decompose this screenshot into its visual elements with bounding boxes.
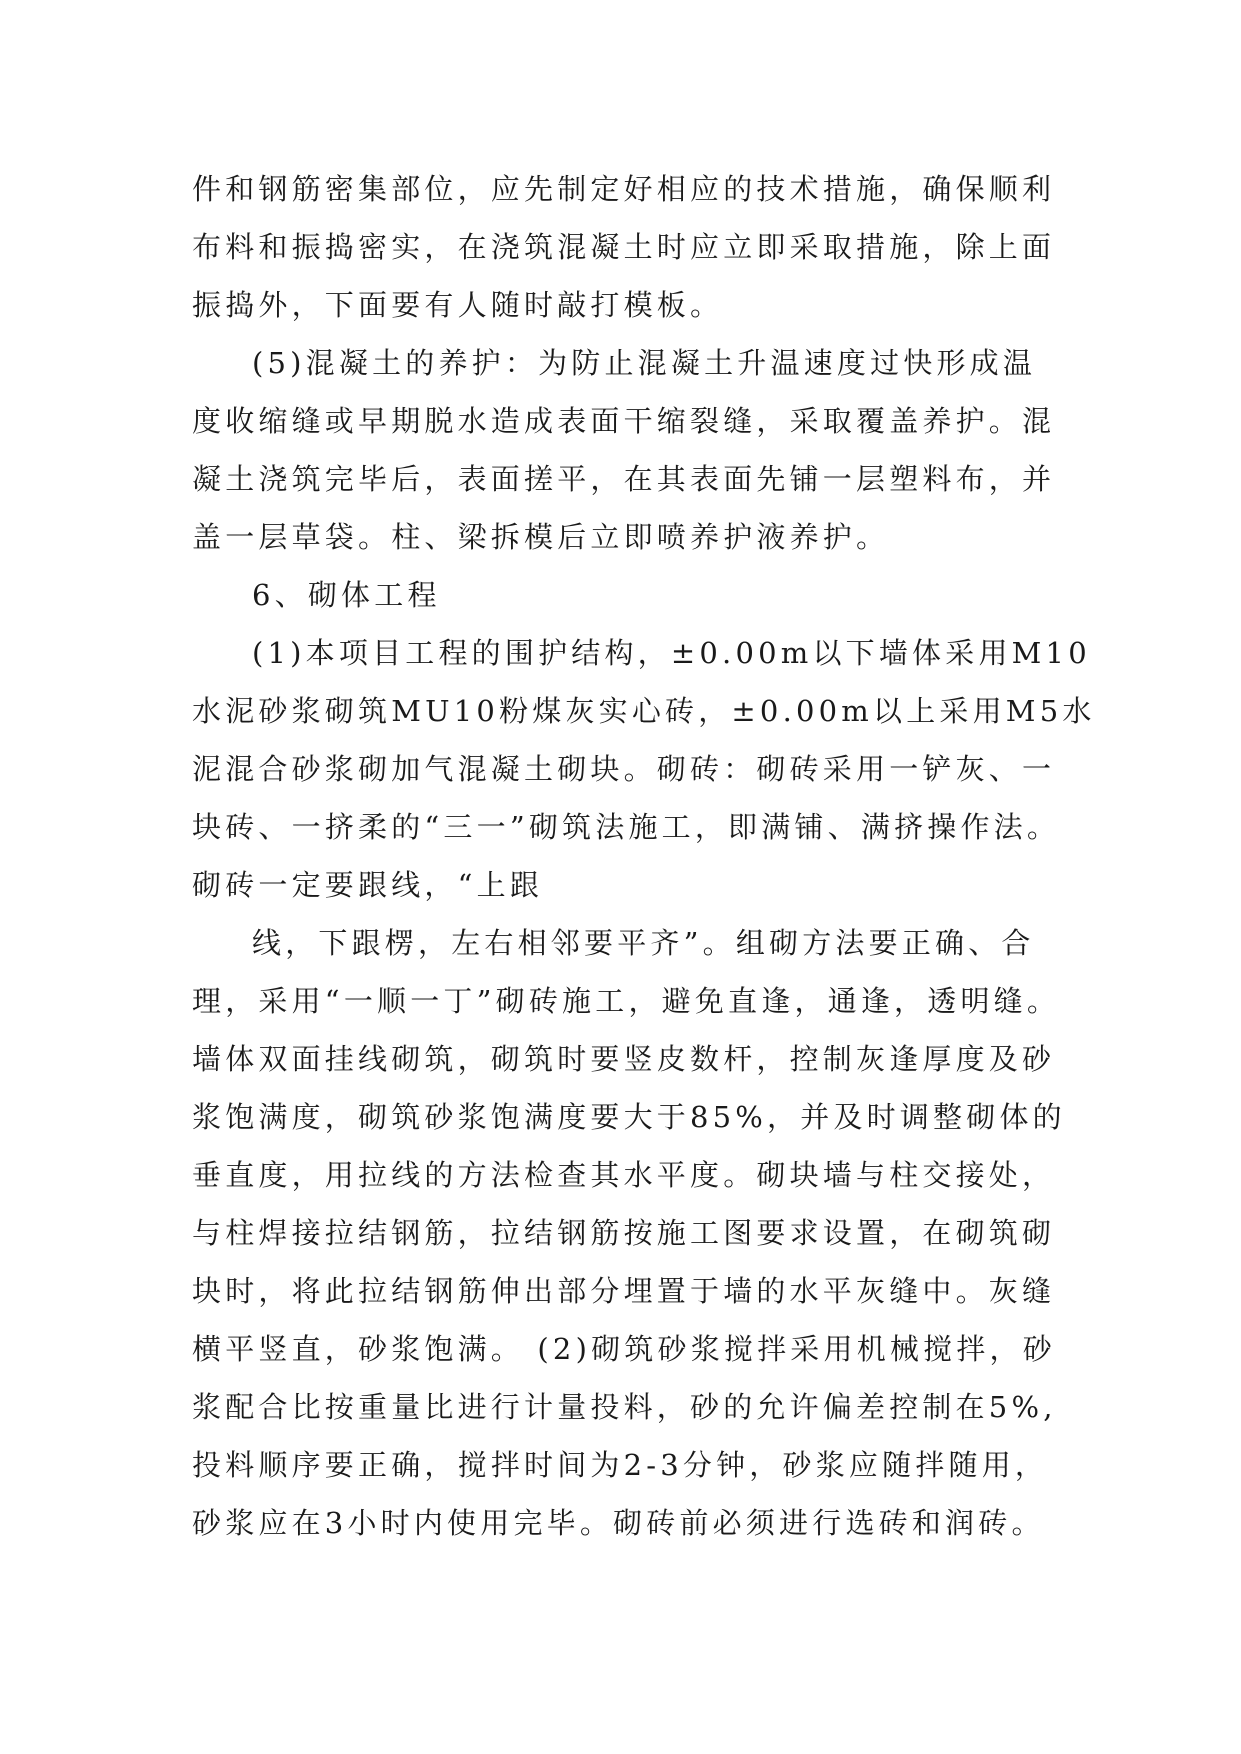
section-heading: 6、砌体工程 xyxy=(252,578,441,612)
text-line: 泥混合砂浆砌加气混凝土砌块。砌砖：砌砖采用一铲灰、一 xyxy=(192,752,1056,786)
text-line: 块时，将此拉结钢筋伸出部分埋置于墙的水平灰缝中。灰缝 xyxy=(192,1274,1056,1308)
text-line: 投料顺序要正确，搅拌时间为2-3分钟，砂浆应随拌随用， xyxy=(192,1448,1049,1482)
text-line: 与柱焊接拉结钢筋，拉结钢筋按施工图要求设置，在砌筑砌 xyxy=(192,1216,1056,1250)
paragraph-start-line: (1)本项目工程的围护结构，±0.00m以下墙体采用M10 xyxy=(252,636,1091,670)
text-line: 布料和振捣密实，在浇筑混凝土时应立即采取措施，除上面 xyxy=(192,230,1056,264)
text-line: 砂浆应在3小时内使用完毕。砌砖前必须进行选砖和润砖。 xyxy=(192,1506,1045,1540)
text-line: 块砖、一挤柔的“三一”砌筑法施工，即满铺、满挤操作法。 xyxy=(192,810,1061,844)
text-line: 墙体双面挂线砌筑，砌筑时要竖皮数杆，控制灰逢厚度及砂 xyxy=(192,1042,1056,1076)
text-line: 度收缩缝或早期脱水造成表面干缩裂缝，采取覆盖养护。混 xyxy=(192,404,1056,438)
text-line: 垂直度，用拉线的方法检查其水平度。砌块墙与柱交接处， xyxy=(192,1158,1056,1192)
text-line: 件和钢筋密集部位，应先制定好相应的技术措施，确保顺利 xyxy=(192,172,1056,206)
body-text xyxy=(192,160,1096,1552)
text-line: 振捣外，下面要有人随时敲打模板。 xyxy=(192,288,724,322)
text-line: 浆配合比按重量比进行计量投料，砂的允许偏差控制在5%, xyxy=(192,1390,1057,1424)
text-line: 理，采用“一顺一丁”砌砖施工，避免直逢，通逢，透明缝。 xyxy=(192,984,1061,1018)
text-line: 浆饱满度，砌筑砂浆饱满度要大于85%，并及时调整砌体的 xyxy=(192,1100,1066,1134)
paragraph-start-line: (5)混凝土的养护：为防止混凝土升温速度过快形成温 xyxy=(252,346,1037,380)
paragraph-start-line: 线，下跟楞，左右相邻要平齐”。组砌方法要正确、合 xyxy=(252,926,1035,960)
text-line: 横平竖直，砂浆饱满。 (2)砌筑砂浆搅拌采用机械搅拌，砂 xyxy=(192,1332,1056,1366)
text-line: 盖一层草袋。柱、梁拆模后立即喷养护液养护。 xyxy=(192,520,890,554)
text-line: 凝土浇筑完毕后，表面搓平，在其表面先铺一层塑料布，并 xyxy=(192,462,1056,496)
text-line: 水泥砂浆砌筑MU10粉煤灰实心砖，±0.00m以上采用M5水 xyxy=(192,694,1096,728)
text-line: 砌砖一定要跟线，“上跟 xyxy=(192,868,544,902)
